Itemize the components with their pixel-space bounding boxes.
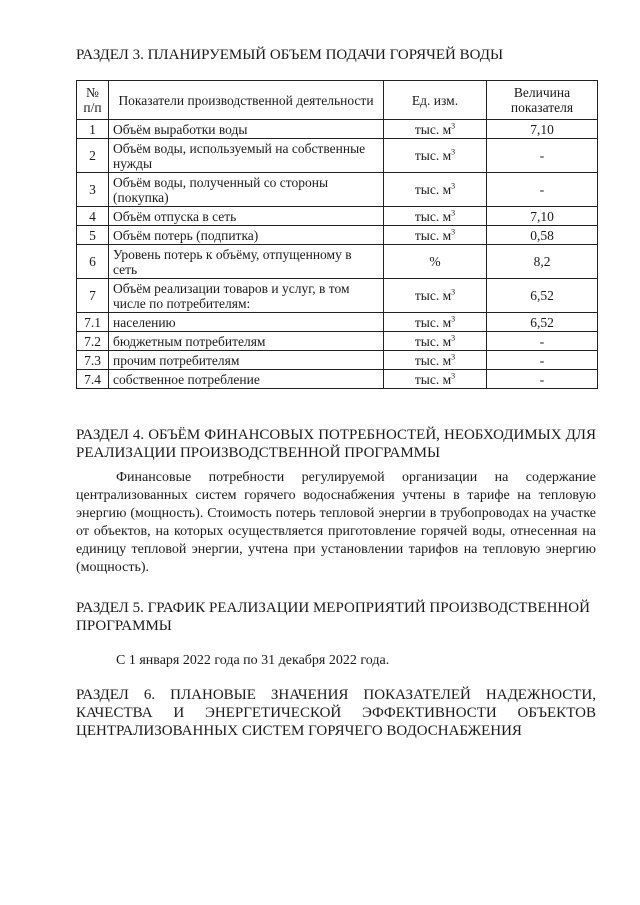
row-unit: [384, 351, 487, 370]
section4-text: Финансовые потребности регулируемой организации на содержание централизованных систем горячего водоснабжения учтены в тарифе на тепловую энергию (мощность). Стоимость потерь тепловой энергии в трубопроводах на участке от объектов, на которых осуществляется приготовление горячей воды, отнесенная на единицу тепловой энергии, учтена при установлении тарифов на тепловую энергию (мощность).: [76, 470, 596, 575]
row-num: 7.4: [77, 370, 109, 389]
unit-text: тыс. м: [414, 182, 452, 197]
unit-superscript: 3: [451, 227, 456, 236]
row-num: 6: [77, 245, 109, 279]
table-row: [77, 313, 598, 332]
row-num: 5: [77, 226, 109, 245]
table-body: [77, 120, 598, 389]
row-unit: [384, 313, 487, 332]
row-value: 0,58: [487, 226, 598, 245]
row-indicator-name: собственное потребление: [109, 370, 384, 389]
row-value: 7,10: [487, 207, 598, 226]
table-row: [77, 351, 598, 370]
row-value: -: [487, 173, 598, 207]
row-num: 7.3: [77, 351, 109, 370]
row-value: -: [487, 351, 598, 370]
row-unit: [384, 120, 487, 139]
table-row: [77, 370, 598, 389]
unit-text: %: [429, 254, 441, 269]
row-unit: [384, 207, 487, 226]
header-value: Величина показателя: [487, 81, 598, 120]
row-value: 6,52: [487, 279, 598, 313]
unit-text: тыс. м: [414, 227, 452, 243]
row-num: 1: [77, 120, 109, 139]
header-unit: Ед. изм.: [384, 81, 487, 120]
row-num: 2: [77, 139, 109, 173]
unit-text: тыс. м: [414, 314, 452, 330]
row-num: 7.1: [77, 313, 109, 332]
row-value: 7,10: [487, 120, 598, 139]
table-row: [77, 173, 598, 207]
table-row: [77, 279, 598, 313]
row-indicator-name: бюджетным потребителям: [109, 332, 384, 351]
unit-superscript: 3: [451, 314, 456, 323]
section3-title: РАЗДЕЛ 3. ПЛАНИРУЕМЫЙ ОБЪЕМ ПОДАЧИ ГОРЯЧЕЙ ВОДЫ: [76, 47, 504, 63]
row-num: 7: [77, 279, 109, 313]
row-num: 7.2: [77, 332, 109, 351]
row-indicator-name: Объём отпуска в сеть: [109, 207, 384, 226]
row-indicator-name: Объём потерь (подпитка): [109, 226, 384, 245]
section5-text: С 1 января 2022 года по 31 декабря 2022 года.: [116, 653, 390, 668]
unit-text: тыс. м: [414, 121, 452, 137]
unit-superscript: 3: [451, 208, 456, 217]
unit-text: тыс. м: [414, 371, 452, 387]
row-indicator-name: Объём выработки воды: [109, 120, 384, 139]
table-row: [77, 226, 598, 245]
row-value: -: [487, 332, 598, 351]
unit-superscript: 3: [451, 333, 456, 342]
row-unit: [384, 173, 487, 207]
unit-superscript: 3: [451, 147, 456, 157]
indicators-table: [76, 80, 598, 389]
header-num: № п/п: [77, 81, 109, 120]
unit-superscript: 3: [451, 371, 456, 380]
table-header-row: [77, 81, 598, 120]
row-unit: [384, 245, 487, 279]
row-indicator-name: Уровень потерь к объёму, отпущенному в сеть: [109, 245, 384, 279]
table-row: [77, 332, 598, 351]
row-indicator-name: прочим потребителям: [109, 351, 384, 370]
table-row: [77, 139, 598, 173]
table-row: [77, 245, 598, 279]
row-indicator-name: Объём воды, используемый на собственные нужды: [109, 139, 384, 173]
row-unit: [384, 332, 487, 351]
unit-text: тыс. м: [414, 208, 452, 224]
row-value: -: [487, 139, 598, 173]
table-row: [77, 120, 598, 139]
row-num: 4: [77, 207, 109, 226]
row-unit: [384, 226, 487, 245]
section5-title: РАЗДЕЛ 5. ГРАФИК РЕАЛИЗАЦИИ МЕРОПРИЯТИЙ ПРОИЗВОДСТВЕННОЙ ПРОГРАММЫ: [76, 600, 590, 634]
unit-text: тыс. м: [414, 148, 452, 163]
header-name: Показатели производственной деятельности: [109, 81, 384, 120]
section6-title: РАЗДЕЛ 6. ПЛАНОВЫЕ ЗНАЧЕНИЯ ПОКАЗАТЕЛЕЙ НАДЕЖНОСТИ, КАЧЕСТВА И ЭНЕРГЕТИЧЕСКОЙ ЭФФЕКТИВНОСТИ ОБЪЕКТОВ ЦЕНТРАЛИЗОВАННЫХ СИСТЕМ ГОРЯЧЕГО ВОДОСНАБЖЕНИЯ: [76, 687, 596, 739]
row-indicator-name: Объём воды, полученный со стороны (покупка): [109, 173, 384, 207]
unit-superscript: 3: [451, 287, 456, 297]
row-unit: [384, 139, 487, 173]
unit-superscript: 3: [451, 181, 456, 191]
row-unit: [384, 370, 487, 389]
unit-text: тыс. м: [414, 352, 452, 368]
row-value: 6,52: [487, 313, 598, 332]
unit-text: тыс. м: [414, 333, 452, 349]
row-value: -: [487, 370, 598, 389]
section4-title: РАЗДЕЛ 4. ОБЪЁМ ФИНАНСОВЫХ ПОТРЕБНОСТЕЙ, НЕОБХОДИМЫХ ДЛЯ РЕАЛИЗАЦИИ ПРОИЗВОДСТВЕННОЙ ПРОГРАММЫ: [76, 427, 596, 461]
row-indicator-name: населению: [109, 313, 384, 332]
table-row: [77, 207, 598, 226]
unit-text: тыс. м: [414, 288, 452, 303]
unit-superscript: 3: [451, 121, 456, 130]
row-unit: [384, 279, 487, 313]
row-value: 8,2: [487, 245, 598, 279]
unit-superscript: 3: [451, 352, 456, 361]
row-num: 3: [77, 173, 109, 207]
row-indicator-name: Объём реализации товаров и услуг, в том числе по потребителям:: [109, 279, 384, 313]
